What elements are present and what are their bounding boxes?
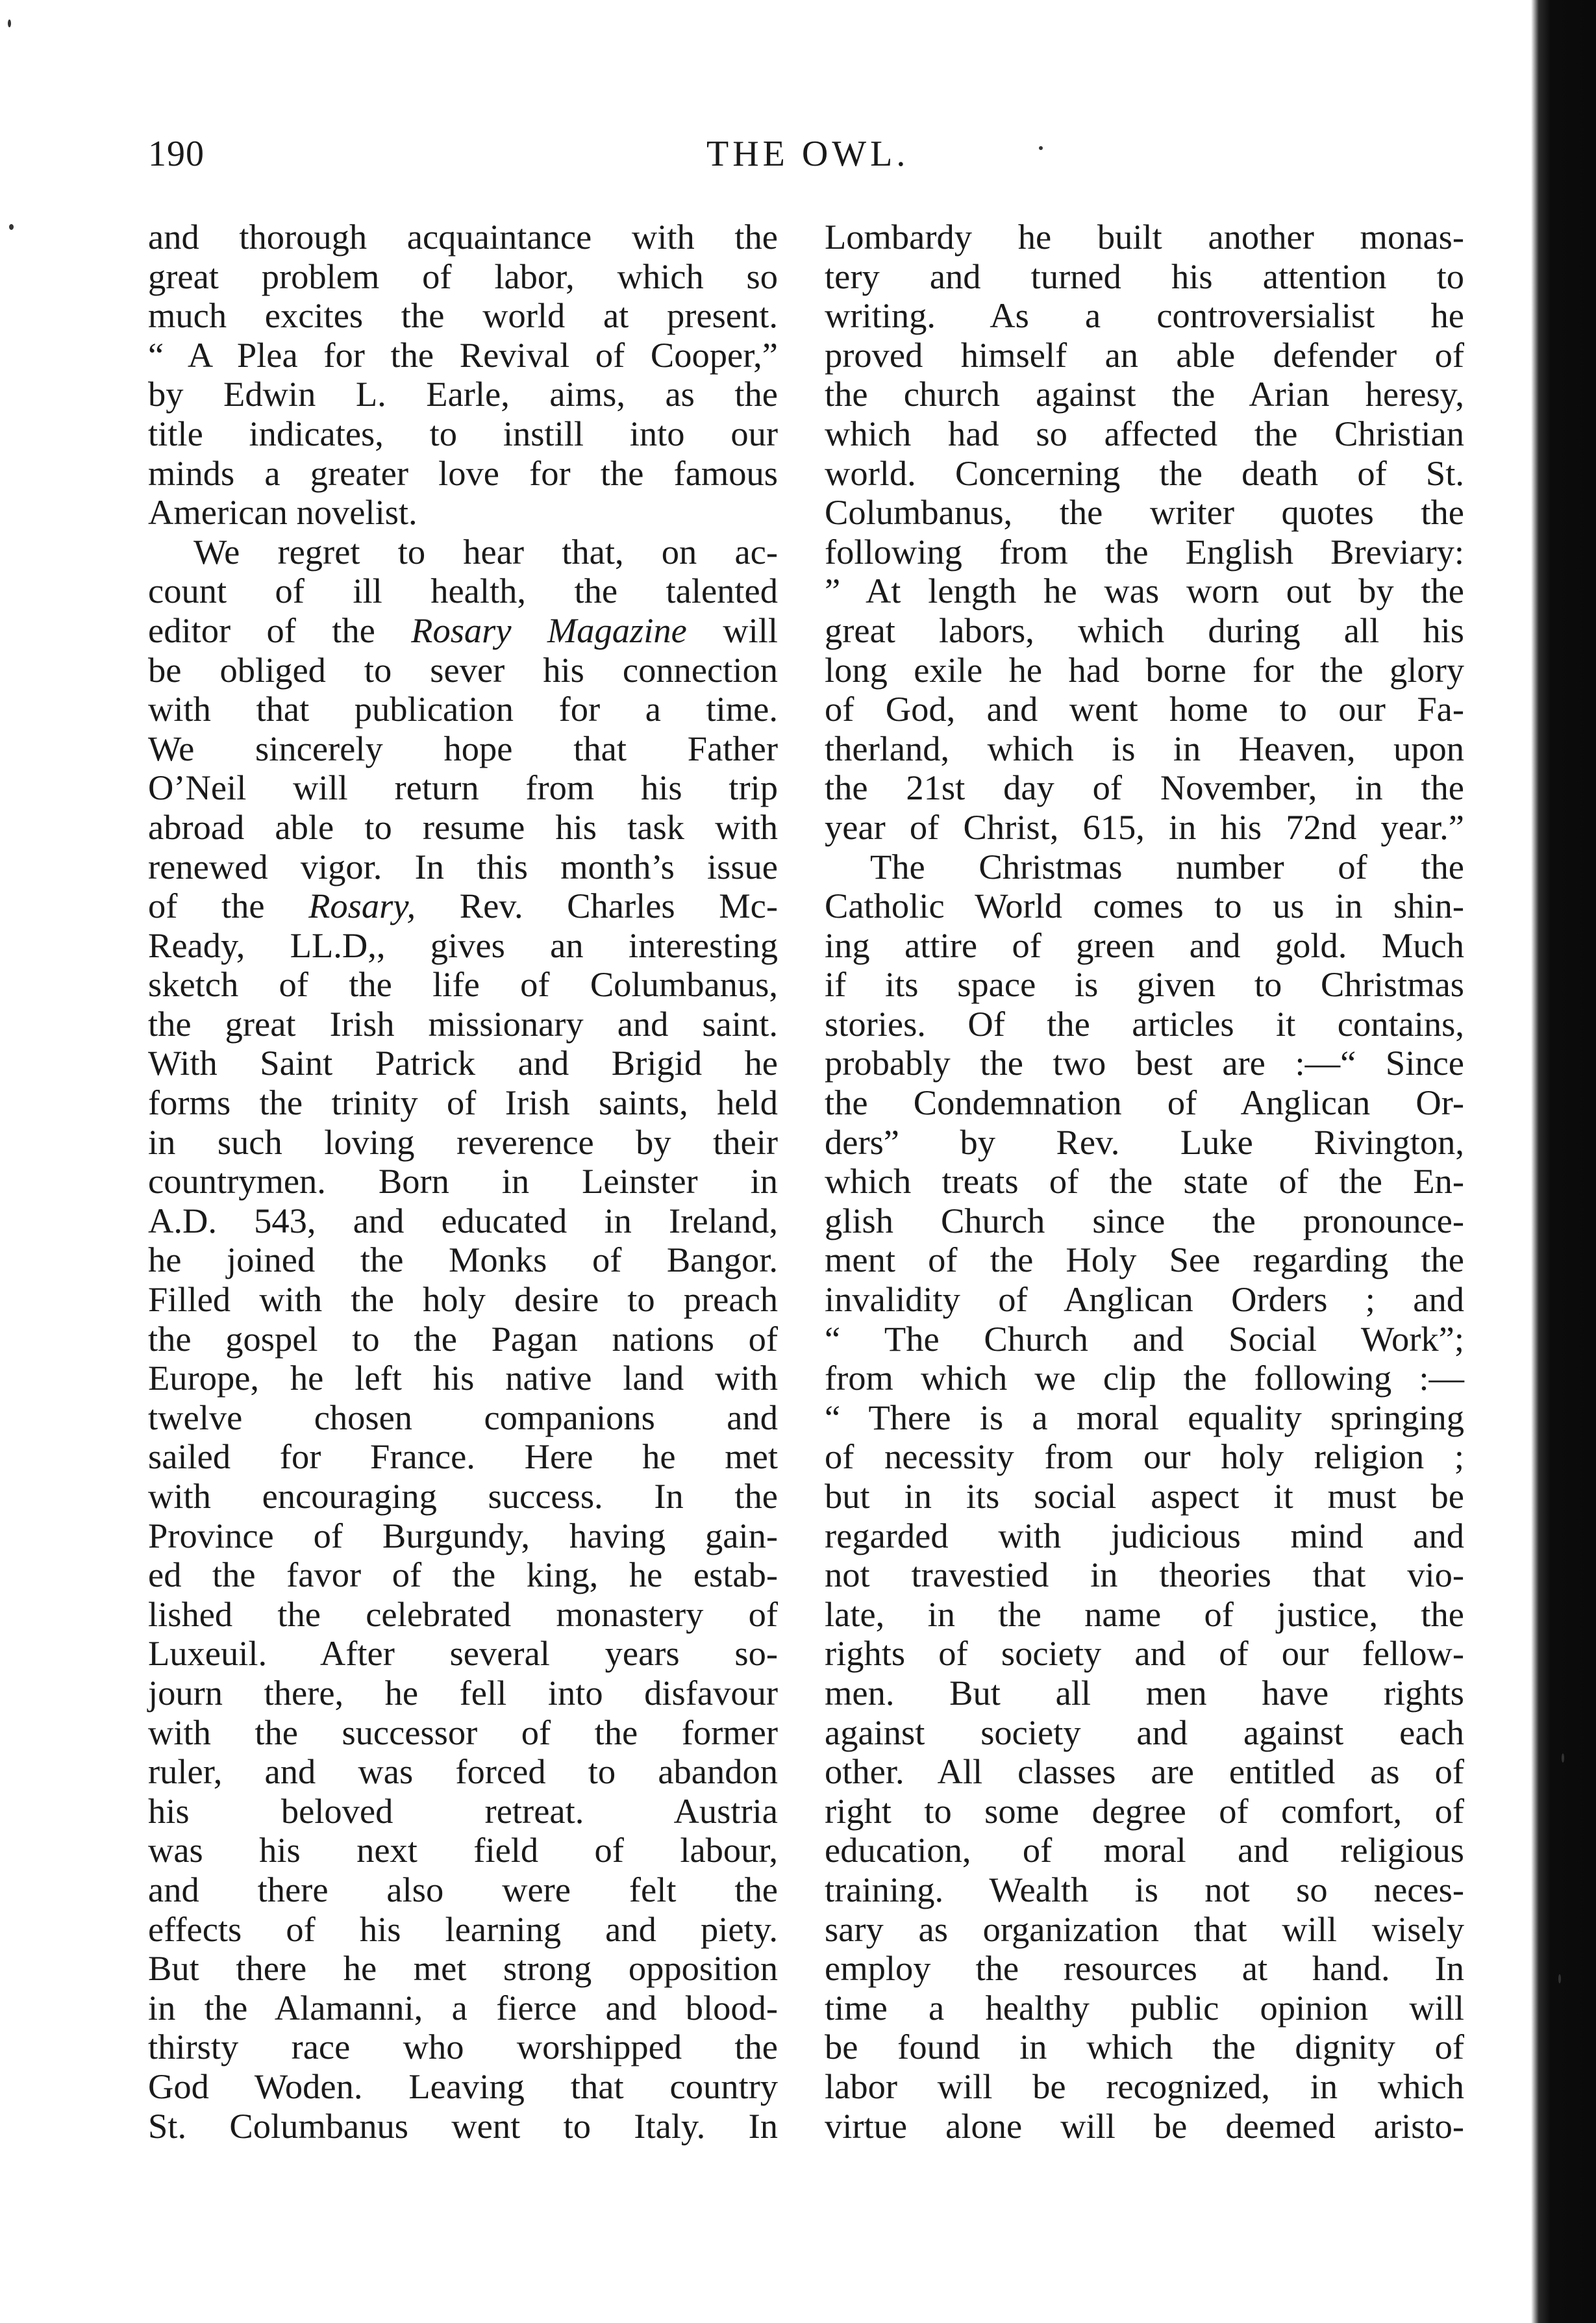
- text-line: twelve chosen companions and: [148, 1397, 778, 1437]
- text-line: ruler, and was forced to abandon: [148, 1752, 778, 1792]
- text-line: late, in the name of justice, the: [825, 1594, 1464, 1634]
- text-line: minds a greater love for the famous: [148, 453, 778, 493]
- text-line: We regret to hear that, on ac-: [193, 531, 778, 571]
- text-line: Lombardy he built another monas-: [825, 217, 1464, 257]
- left-text-column: [148, 218, 778, 2146]
- text-fragment: of the: [148, 886, 309, 926]
- text-line: ed the favor of the king, he estab-: [148, 1555, 778, 1595]
- text-line: he joined the Monks of Bangor.: [148, 1240, 778, 1280]
- text-line: We sincerely hope that Father: [148, 728, 778, 768]
- italic-title: Rosary Magazine: [411, 610, 687, 650]
- text-line: ment of the Holy See regarding the: [825, 1240, 1464, 1280]
- text-line: and thorough acquaintance with the: [148, 217, 778, 257]
- text-line: Ready, LL.D,, gives an interesting: [148, 925, 778, 965]
- text-line: [148, 611, 778, 651]
- text-line: be obliged to sever his connection: [148, 649, 778, 690]
- text-line: Catholic World comes to us in shin-: [825, 886, 1464, 926]
- text-line: regarded with judicious mind and: [825, 1515, 1464, 1555]
- text-line: with the successor of the former: [148, 1712, 778, 1752]
- text-line: following from the English Breviary:: [825, 531, 1464, 571]
- text-line: year of Christ, 615, in his 72nd year.”: [825, 807, 1464, 847]
- text-line: be found in which the dignity of: [825, 2027, 1464, 2067]
- text-line: effects of his learning and piety.: [148, 1909, 778, 1949]
- text-line: thirsty race who worshipped the: [148, 2027, 778, 2067]
- text-line: was his next field of labour,: [148, 1830, 778, 1870]
- text-line: not travestied in theories that vio-: [825, 1555, 1464, 1595]
- text-line: “ The Church and Social Work”;: [825, 1318, 1464, 1359]
- text-line: Columbanus, the writer quotes the: [825, 492, 1464, 533]
- text-line: forms the trinity of Irish saints, held: [148, 1083, 778, 1123]
- text-line: writing. As a controversialist he: [825, 295, 1464, 336]
- text-line: right to some degree of comfort, of: [825, 1790, 1464, 1831]
- running-head: [148, 133, 1434, 179]
- text-line: other. All classes are entitled as of: [825, 1752, 1464, 1792]
- text-line: invalidity of Anglican Orders ; and: [825, 1279, 1464, 1320]
- text-line: by Edwin L. Earle, aims, as the: [148, 374, 778, 414]
- text-line: time a healthy public opinion will: [825, 1987, 1464, 2028]
- text-line: American novelist.: [148, 492, 418, 533]
- text-line: from which we clip the following :—: [825, 1358, 1464, 1398]
- text-line: training. Wealth is not so neces-: [825, 1869, 1464, 1909]
- text-line: against society and against each: [825, 1712, 1464, 1752]
- right-text-column: [825, 218, 1464, 2146]
- text-line: lished the celebrated monastery of: [148, 1594, 778, 1634]
- text-line: Filled with the holy desire to preach: [148, 1279, 778, 1320]
- text-line: God Woden. Leaving that country: [148, 2066, 778, 2106]
- text-line: countrymen. Born in Leinster in: [148, 1161, 778, 1201]
- text-line: abroad able to resume his task with: [148, 807, 778, 847]
- text-fragment: Rev. Charles Mc-: [416, 886, 779, 926]
- text-line: “ There is a moral equality springing: [825, 1397, 1464, 1437]
- text-line: A.D. 543, and educated in Ireland,: [148, 1200, 778, 1240]
- text-line: in the Alamanni, a fierce and blood-: [148, 1987, 778, 2028]
- text-line: But there he met strong opposition: [148, 1948, 778, 1989]
- scan-speck: [1558, 1974, 1561, 1983]
- text-line: probably the two best are :—“ Since: [825, 1043, 1464, 1083]
- text-line: ders” by Rev. Luke Rivington,: [825, 1122, 1464, 1162]
- text-line: O’Neil will return from his trip: [148, 768, 778, 808]
- text-line: virtue alone will be deemed aristo-: [825, 2105, 1464, 2146]
- scan-speck: [1562, 1753, 1564, 1763]
- text-line: employ the resources at hand. In: [825, 1948, 1464, 1989]
- text-line: sketch of the life of Columbanus,: [148, 964, 778, 1005]
- running-title: THE OWL.: [706, 134, 910, 174]
- text-line: the Condemnation of Anglican Or-: [825, 1083, 1464, 1123]
- text-line: the 21st day of November, in the: [825, 768, 1464, 808]
- text-fragment: editor of the: [148, 610, 412, 650]
- text-line: proved himself an able defender of: [825, 334, 1464, 375]
- text-line: Europe, he left his native land with: [148, 1358, 778, 1398]
- text-line: sary as organization that will wisely: [825, 1909, 1464, 1949]
- text-line: his beloved retreat. Austria: [148, 1790, 778, 1831]
- text-line: sailed for France. Here he met: [148, 1437, 778, 1477]
- text-line: of necessity from our holy religion ;: [825, 1437, 1464, 1477]
- text-line: ” At length he was worn out by the: [825, 571, 1464, 611]
- text-line: much excites the world at present.: [148, 295, 778, 336]
- text-line: education, of moral and religious: [825, 1830, 1464, 1870]
- page-number: 190: [148, 134, 205, 174]
- text-line: Luxeuil. After several years so-: [148, 1633, 778, 1674]
- text-line: great problem of labor, which so: [148, 256, 778, 296]
- text-line: world. Concerning the death of St.: [825, 453, 1464, 493]
- scan-speck: [9, 224, 14, 230]
- text-line: “ A Plea for the Revival of Cooper,”: [148, 334, 778, 375]
- text-line: title indicates, to instill into our: [148, 413, 778, 453]
- text-line: but in its social aspect it must be: [825, 1476, 1464, 1516]
- text-line: which treats of the state of the En-: [825, 1161, 1464, 1201]
- text-line: with that publication for a time.: [148, 689, 778, 729]
- text-line: men. But all men have rights: [825, 1672, 1464, 1713]
- scan-edge-shadow: [1499, 0, 1596, 2323]
- text-line: great labors, which during all his: [825, 610, 1464, 650]
- text-line: With Saint Patrick and Brigid he: [148, 1043, 778, 1083]
- text-fragment: will: [686, 610, 778, 650]
- text-line: [148, 886, 778, 926]
- text-line: the church against the Arian heresy,: [825, 374, 1464, 414]
- text-line: ing attire of green and gold. Much: [825, 925, 1464, 965]
- text-line: therland, which is in Heaven, upon: [825, 728, 1464, 768]
- scan-speck: [8, 19, 11, 27]
- text-line: the great Irish missionary and saint.: [148, 1003, 778, 1044]
- text-line: if its space is given to Christmas: [825, 964, 1464, 1005]
- text-line: the gospel to the Pagan nations of: [148, 1318, 778, 1359]
- scan-speck: [1039, 146, 1043, 150]
- text-line: long exile he had borne for the glory: [825, 649, 1464, 690]
- italic-title: Rosary,: [308, 886, 416, 926]
- text-line: St. Columbanus went to Italy. In: [148, 2105, 778, 2146]
- text-line: in such loving reverence by their: [148, 1122, 778, 1162]
- text-line: journ there, he fell into disfavour: [148, 1672, 778, 1713]
- text-line: with encouraging success. In the: [148, 1476, 778, 1516]
- text-line: rights of society and of our fellow-: [825, 1633, 1464, 1674]
- text-line: labor will be recognized, in which: [825, 2066, 1464, 2106]
- text-line: The Christmas number of the: [870, 846, 1464, 886]
- text-line: tery and turned his attention to: [825, 256, 1464, 296]
- text-line: stories. Of the articles it contains,: [825, 1003, 1464, 1044]
- text-line: Province of Burgundy, having gain-: [148, 1515, 778, 1555]
- text-line: of God, and went home to our Fa-: [825, 689, 1464, 729]
- text-line: renewed vigor. In this month’s issue: [148, 846, 778, 886]
- text-line: which had so affected the Christian: [825, 413, 1464, 453]
- text-line: and there also were felt the: [148, 1869, 778, 1909]
- text-line: glish Church since the pronounce-: [825, 1200, 1464, 1240]
- text-line: count of ill health, the talented: [148, 571, 778, 611]
